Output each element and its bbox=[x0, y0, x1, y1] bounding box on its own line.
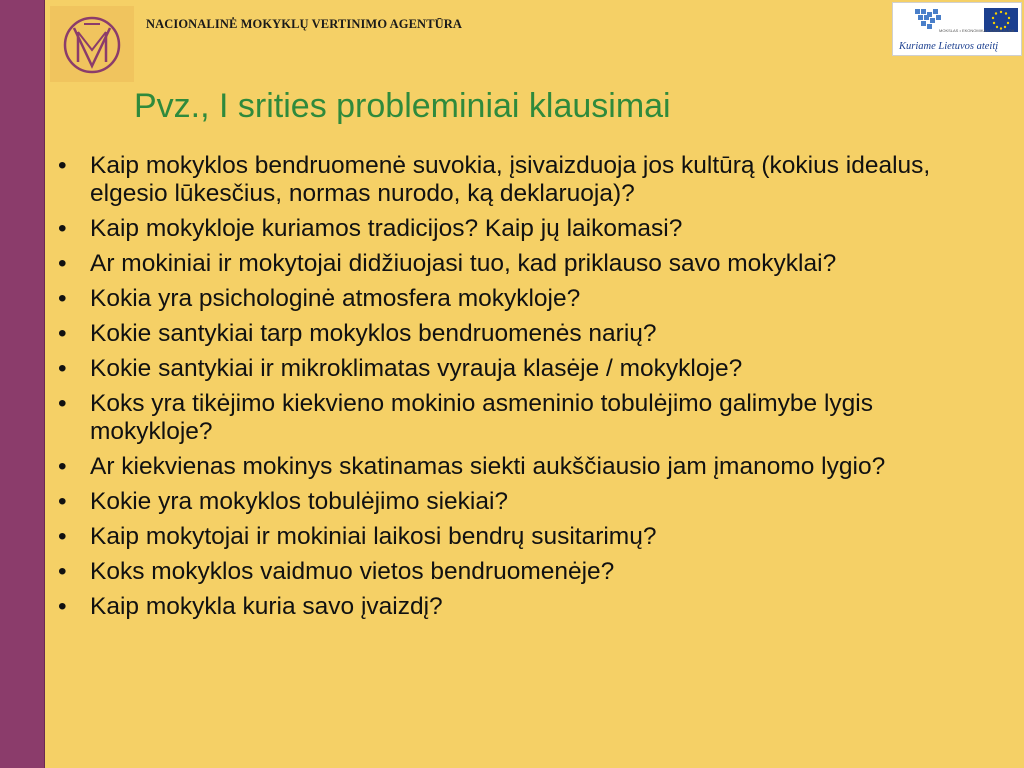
monogram-logo-icon bbox=[50, 6, 134, 82]
bullet-text: Kaip mokykloje kuriamos tradicijos? Kaip jų laikomasi? bbox=[90, 215, 683, 242]
bullet-text: Kaip mokykla kuria savo įvaizdį? bbox=[90, 593, 443, 620]
bullet-item bbox=[58, 250, 998, 278]
bullet-item bbox=[58, 320, 998, 348]
bullet-item bbox=[58, 152, 998, 208]
bullet-glyph: • bbox=[58, 152, 67, 179]
bullet-item bbox=[58, 355, 998, 383]
bullet-item bbox=[58, 285, 998, 313]
bullet-text: Koks mokyklos vaidmuo vietos bendruomenėje? bbox=[90, 558, 615, 585]
bullet-glyph: • bbox=[58, 523, 67, 550]
bullet-item bbox=[58, 488, 998, 516]
bullet-glyph: • bbox=[58, 285, 67, 312]
bullet-text: Kaip mokytojai ir mokiniai laikosi bendrų susitarimų? bbox=[90, 523, 657, 550]
bullet-item bbox=[58, 593, 998, 621]
bullet-text: Kokie santykiai ir mikroklimatas vyrauja klasėje / mokykloje? bbox=[90, 355, 743, 382]
bullet-glyph: • bbox=[58, 250, 67, 277]
bullet-text: Kokie yra mokyklos tobulėjimo siekiai? bbox=[90, 488, 509, 515]
bullet-glyph: • bbox=[58, 488, 67, 515]
bullet-text: Ar kiekvienas mokinys skatinamas siekti aukščiausio jam įmanomo lygio? bbox=[90, 453, 886, 480]
slide-title: Pvz., I srities probleminiai klausimai bbox=[134, 87, 671, 125]
bullet-text: Koks yra tikėjimo kiekvieno mokinio asmeninio tobulėjimo galimybe lygis mokykloje? bbox=[90, 390, 873, 445]
bullet-glyph: • bbox=[58, 320, 67, 347]
bullet-item bbox=[58, 453, 998, 481]
bullet-item bbox=[58, 390, 998, 446]
eu-partner-logo bbox=[892, 2, 1022, 56]
bullet-glyph: • bbox=[58, 593, 67, 620]
partner-tagline: Kuriame Lietuvos ateitį bbox=[899, 41, 999, 52]
left-accent-bar bbox=[0, 0, 45, 768]
bullet-glyph: • bbox=[58, 453, 67, 480]
bullet-text: Kaip mokyklos bendruomenė suvokia, įsivaizduoja jos kultūrą (kokius idealus, elgesio lūkesčius, normas nurodo, ką deklaruoja)? bbox=[90, 152, 931, 207]
bullet-item bbox=[58, 558, 998, 586]
bullet-text: Ar mokiniai ir mokytojai didžiuojasi tuo, kad priklauso savo mokyklai? bbox=[90, 250, 837, 277]
bullet-text: Kokia yra psichologinė atmosfera mokykloje? bbox=[90, 285, 581, 312]
bullet-glyph: • bbox=[58, 355, 67, 382]
bullet-item bbox=[58, 523, 998, 551]
bullet-glyph: • bbox=[58, 558, 67, 585]
bullet-glyph: • bbox=[58, 390, 67, 417]
bullet-glyph: • bbox=[58, 215, 67, 242]
agency-name: NACIONALINĖ MOKYKLŲ VERTINIMO AGENTŪRA bbox=[146, 17, 463, 31]
bullet-text: Kokie santykiai tarp mokyklos bendruomenės narių? bbox=[90, 320, 657, 347]
bullet-list bbox=[58, 152, 998, 628]
agency-logo bbox=[50, 6, 134, 82]
partner-sublabel: MOKSLAS • EKONOMIKA • SANGLAUDA bbox=[939, 28, 1015, 33]
bullet-item bbox=[58, 215, 998, 243]
